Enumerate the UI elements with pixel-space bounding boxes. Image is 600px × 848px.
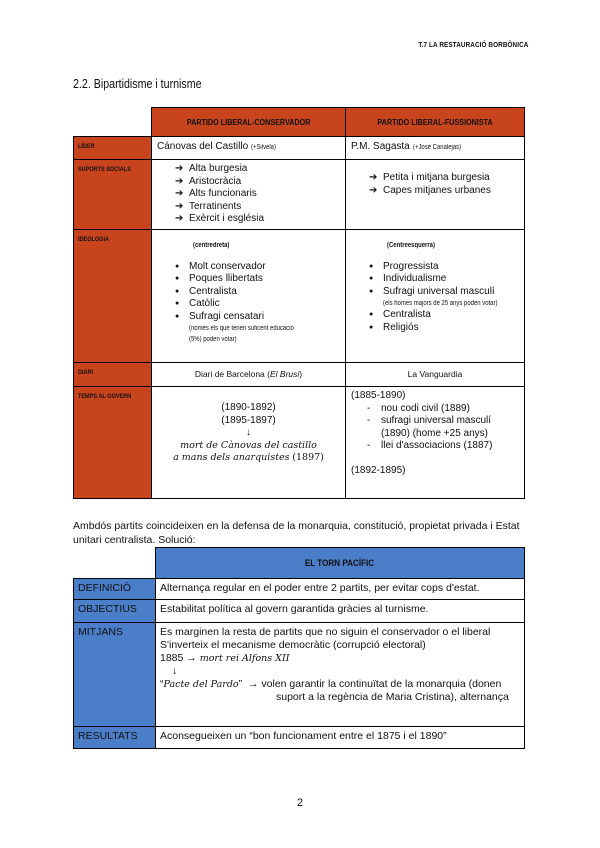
diari-conservador: Diari de Barcelona (El Brusi) — [152, 363, 346, 387]
suports-conservador — [152, 160, 346, 230]
mitjans-text: Es marginen la resta de partits que no siguin el conservador o el liberal S'inverteix el mecanisme democràtic (corrupció electoral) 1885 → mort rei Alfons XII ↓ “Pacte del Pardo” → volen garantir la continuïtat de la monarquia (donen suport a la regència de Maria Cristina), alternança — [156, 623, 525, 727]
list-item: ➔ Exèrcit i església — [175, 213, 340, 226]
header-fusionista: PARTIDO LIBERAL-FUSSIONISTA — [346, 108, 525, 137]
ideologia-fusionista: (Centreesquerra) ● Progressista ● Individualisme ● Sufragi universal masculí (els homes majors de 25 anys poden votar) ● Centralista ● Religiós — [346, 230, 525, 363]
list-item: ● Poques llibertats — [175, 273, 340, 286]
page-number: 2 — [296, 797, 304, 809]
ideologia-conservador: (centredreta) ● Molt conservador ● Poques llibertats ● Centralista ● Catòlic ● Sufragi censatari (només els que tenen suficent educació (5%) poden votar) — [152, 230, 346, 363]
temps-fusionista: (1885-1890) - nou codi civil (1889) - sufragi universal masculí (1890) (home +25 anys) - llei d'associacions (1887) (1892-1895) — [346, 387, 525, 499]
suports-fusionista — [346, 160, 525, 230]
torn-header: EL TORN PACÍFIC — [156, 548, 525, 579]
list-item: ● Sufragi censatari — [175, 311, 340, 324]
list-item: ➔ Alta burgesia — [175, 163, 340, 176]
torn-pacific-table — [73, 547, 525, 749]
empty-corner — [74, 548, 156, 579]
row-label-lider: LÍDER — [74, 137, 152, 160]
list-item: - sufragi universal masculí (1890) (home +25 anys) — [367, 415, 519, 440]
list-item: ➔ Capes mitjanes urbanes — [369, 185, 519, 198]
lider-conservador: Cánovas del Castillo (+Silvela) — [152, 137, 346, 160]
lider-fusionista: P.M. Sagasta (+José Canalejas) — [346, 137, 525, 160]
label-resultats: RESULTATS — [74, 727, 156, 749]
row-label-diari: DIARI — [74, 363, 152, 387]
list-item: ● Sufragi universal masculí — [369, 286, 519, 299]
row-label-temps: TEMPS AL GOVERN — [74, 387, 152, 499]
list-item: ● Centralista — [369, 309, 519, 322]
section-title: 2.2. Bipartidisme i turnisme — [73, 76, 202, 91]
intro-paragraph: Ambdós partits coincideixen en la defensa de la monarquia, constitució, propietat privada i Estat unitari centralista. Solució: — [73, 520, 520, 546]
label-mitjans: MITJANS — [74, 623, 156, 727]
resultats-text: Aconsegueixen un “bon funcionament entre el 1875 i el 1890” — [156, 727, 525, 749]
list-item: ● Progressista — [369, 261, 519, 274]
row-label-suports: SUPORTS SOCIALS — [74, 160, 152, 230]
objectius-text: Estabilitat política al govern garantida gràcies al turnisme. — [156, 600, 525, 623]
list-item: ➔ Alts funcionaris — [175, 188, 340, 201]
diari-fusionista: La Vanguardia — [346, 363, 525, 387]
label-objectius: OBJECTIUS — [74, 600, 156, 623]
list-item: ● Catòlic — [175, 298, 340, 311]
list-item: ➔ Terratinents — [175, 201, 340, 214]
running-head: T.7 LA RESTAURACIÓ BORBÒNICA — [417, 40, 528, 49]
list-item: ➔ Aristocràcia — [175, 176, 340, 189]
row-label-ideologia: IDEOLOGIA — [74, 230, 152, 363]
list-item: - llei d'associacions (1887) — [367, 440, 519, 453]
list-item: ● Centralista — [175, 286, 340, 299]
definicio-text: Alternança regular en el poder entre 2 partits, per evitar cops d'estat. — [156, 579, 525, 600]
temps-conservador: (1890-1892) (1895-1897) ↓ mort de Cànovas del castillo a mans dels anarquistes (1897) — [152, 387, 346, 499]
empty-corner — [74, 108, 152, 137]
list-item: - nou codi civil (1889) — [367, 403, 519, 416]
list-item: ● Individualisme — [369, 273, 519, 286]
list-item: ● Molt conservador — [175, 261, 340, 274]
list-item: ➔ Petita i mitjana burgesia — [369, 172, 519, 185]
header-conservador: PARTIDO LIBERAL-CONSERVADOR — [152, 108, 346, 137]
parties-table — [73, 107, 525, 499]
label-definicio: DEFINICIÓ — [74, 579, 156, 600]
list-item: ● Religiós — [369, 322, 519, 335]
